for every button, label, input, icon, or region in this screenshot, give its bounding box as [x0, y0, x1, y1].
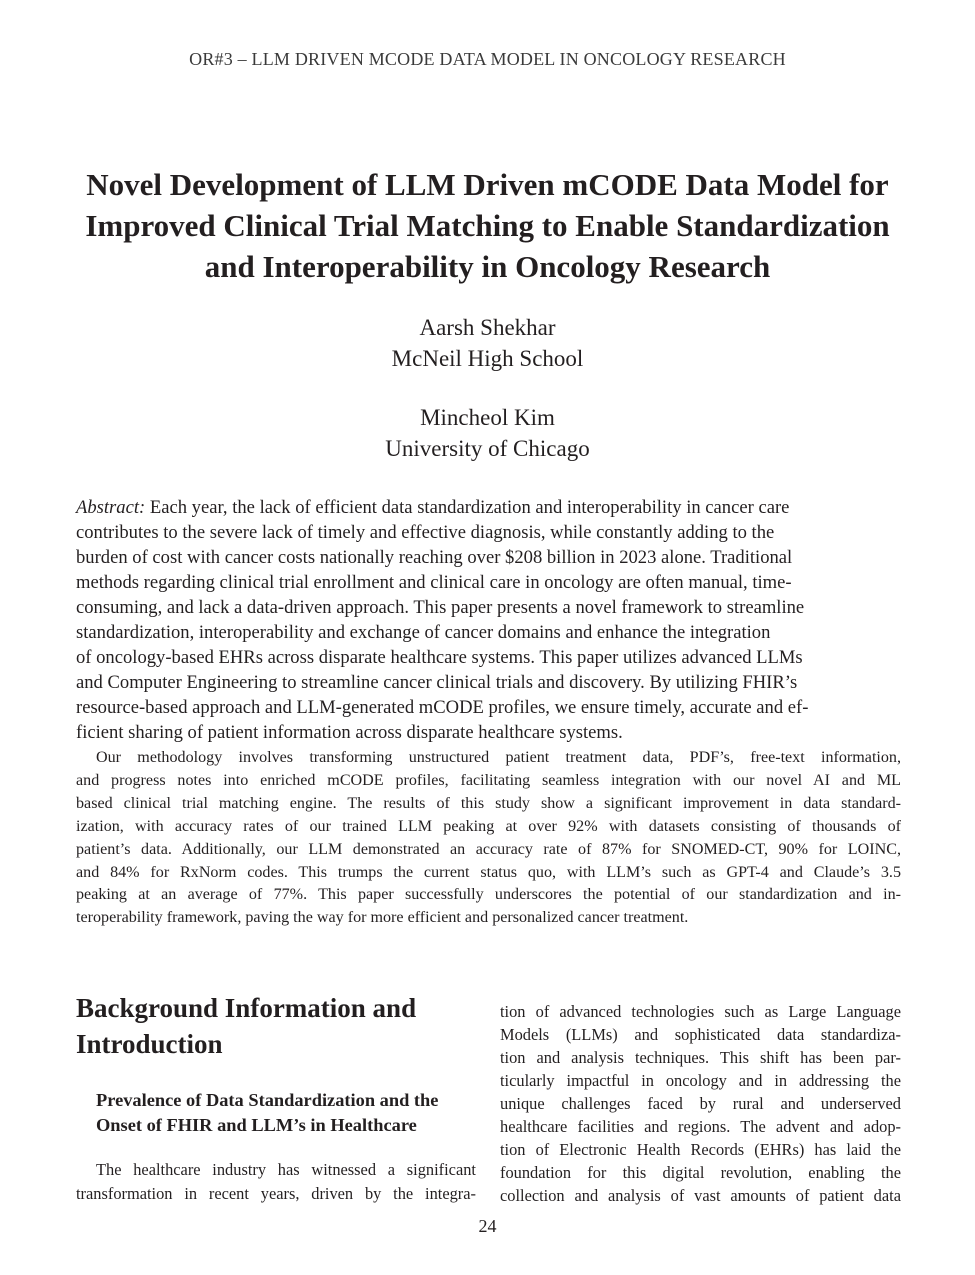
- methodology-line: ization, with accuracy rates of our trained LLM peaking at over 92% with datasets consisting of thousands of: [76, 817, 901, 835]
- body-line: unique challenges faced by rural and underserved: [500, 1094, 901, 1113]
- methodology-line: and progress notes into enriched mCODE profiles, facilitating seamless integration with our novel AI and ML: [76, 771, 901, 789]
- body-line: collection and analysis of vast amounts of patient data: [500, 1186, 901, 1205]
- body-line: foundation for this digital revolution, enabling the: [500, 1163, 901, 1182]
- body-line: Models (LLMs) and sophisticated data standardiza-: [500, 1025, 901, 1044]
- author-affiliation: McNeil High School: [391, 346, 584, 371]
- body-line: The healthcare industry has witnessed a significant: [96, 1160, 476, 1179]
- paper-title: [60, 164, 915, 287]
- body-line: tion and analysis techniques. This shift has been par-: [500, 1048, 901, 1067]
- abstract-line: standardization, interoperability and exchange of cancer domains and enhance the integration: [76, 622, 771, 643]
- abstract-line: burden of cost with cancer costs nationally reaching over $208 billion in 2023 alone. Traditional: [76, 547, 793, 568]
- abstract-line: and Computer Engineering to streamline cancer clinical trials and discovery. By utilizing FHIR’s: [76, 672, 798, 693]
- right-column-body: [500, 1000, 901, 1207]
- left-column-body: [76, 1158, 476, 1206]
- abstract-line: [76, 495, 901, 520]
- abstract-line: methods regarding clinical trial enrollment and clinical care in oncology are often manual, time-: [76, 572, 792, 593]
- abstract: [76, 495, 901, 745]
- page-number: 24: [478, 1216, 497, 1236]
- body-line: ticularly impactful in oncology and in addressing the: [500, 1071, 901, 1090]
- section-heading-line: Background Information and: [76, 993, 417, 1023]
- abstract-line: contributes to the severe lack of timely and effective diagnosis, while constantly adding to the: [76, 522, 775, 543]
- title-line: and Interoperability in Oncology Research: [204, 249, 771, 284]
- methodology-line: and 84% for RxNorm codes. This trumps the current status quo, with LLM’s such as GPT-4 and Claude’s 3.5: [76, 863, 901, 881]
- body-line: tion of Electronic Health Records (EHRs) has laid the: [500, 1140, 901, 1159]
- section-heading-line: Introduction: [76, 1029, 223, 1059]
- abstract-line: of oncology-based EHRs across disparate healthcare systems. This paper utilizes advanced LLMs: [76, 647, 803, 668]
- body-line: tion of advanced technologies such as Large Language: [500, 1002, 901, 1021]
- abstract-line: ficient sharing of patient information across disparate healthcare systems.: [76, 722, 623, 743]
- author-name: Mincheol Kim: [420, 405, 555, 430]
- title-line: Novel Development of LLM Driven mCODE Data Model for: [86, 167, 889, 202]
- author-block: [0, 312, 975, 464]
- abstract-line: resource-based approach and LLM-generated mCODE profiles, we ensure timely, accurate and ef-: [76, 697, 809, 718]
- methodology-line: patient’s data. Additionally, our LLM demonstrated an accuracy rate of 87% for SNOMED-CT, 90% for LOINC,: [76, 840, 901, 858]
- running-head: OR#3 – LLM DRIVEN MCODE DATA MODEL IN ONCOLOGY RESEARCH: [189, 49, 786, 69]
- methodology-line: teroperability framework, paving the way for more efficient and personalized cancer treatment.: [76, 909, 689, 927]
- methodology-line: based clinical trial matching engine. The results of this study show a significant improvement in data standard-: [76, 794, 901, 812]
- author-affiliation: University of Chicago: [385, 436, 590, 461]
- subsection-heading-line: Prevalence of Data Standardization and the: [96, 1090, 439, 1110]
- subsection-heading: [96, 1088, 486, 1138]
- author-name: Aarsh Shekhar: [419, 315, 556, 340]
- subsection-heading-line: Onset of FHIR and LLM’s in Healthcare: [96, 1115, 417, 1135]
- body-line: transformation in recent years, driven by the integra-: [76, 1184, 476, 1203]
- abstract-line: consuming, and lack a data-driven approach. This paper presents a novel framework to streamline: [76, 597, 805, 618]
- body-line: healthcare facilities and regions. The advent and adop-: [500, 1117, 901, 1136]
- title-line: Improved Clinical Trial Matching to Enable Standardization: [85, 208, 890, 243]
- methodology-line: Our methodology involves transforming unstructured patient treatment data, PDF’s, free-text information,: [96, 749, 901, 766]
- abstract-label: Abstract:: [76, 497, 146, 518]
- methodology-paragraph: [76, 747, 901, 930]
- methodology-line: peaking at an average of 77%. This paper successfully underscores the potential of our standardization and in-: [76, 886, 901, 904]
- section-heading: [76, 990, 476, 1062]
- abstract-text: Each year, the lack of efficient data standardization and interoperability in cancer care: [145, 497, 790, 518]
